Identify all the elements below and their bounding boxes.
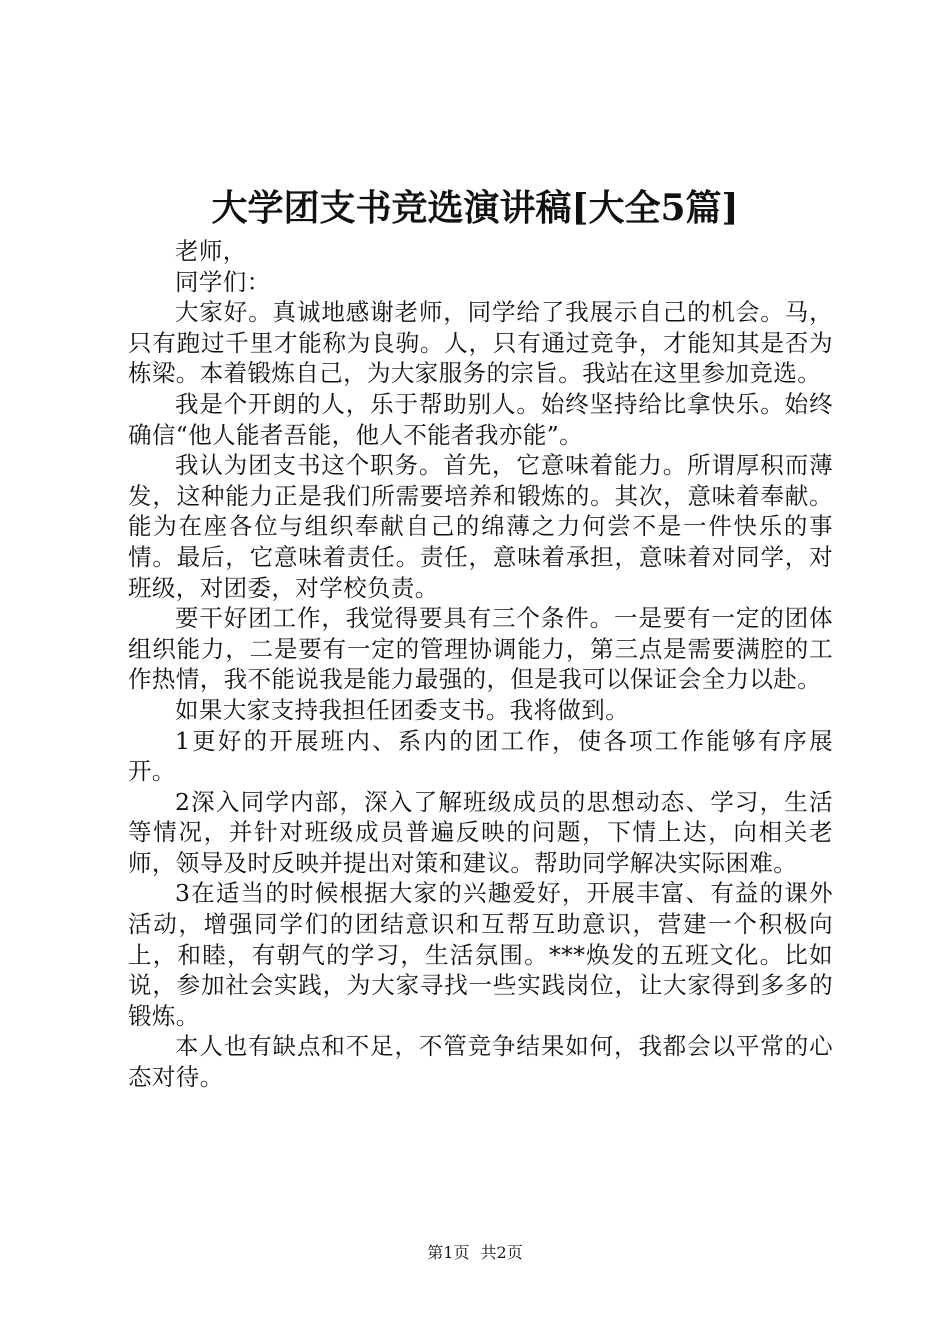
- page-number: 第1页: [427, 1243, 470, 1262]
- page-total: 共2页: [480, 1243, 523, 1262]
- paragraph-conditions: 要干好团工作，我觉得要具有三个条件。一是要有一定的团体组织能力，二是要有一定的管理协调能力，第三点是需要满腔的工作热情，我不能说我是能力最强的，但是我可以保证会全力以赴。: [128, 604, 833, 694]
- paragraph-closing: 本人也有缺点和不足，不管竞争结果如何，我都会以平常的心态对待。: [128, 1032, 833, 1092]
- paragraph-role-meaning: 我认为团支书这个职务。首先，它意味着能力。所谓厚积而薄发，这种能力正是我们所需要培养和锻炼的。其次，意味着奉献。能为在座各位与组织奉献自己的绵薄之力何尝不是一件快乐的事情。最后，它意味着责任。责任，意味着承担，意味着对同学，对班级，对团委，对学校负责。: [128, 451, 833, 602]
- salutation-teachers: 老师，: [175, 237, 247, 265]
- document-title: 大学团支书竞选演讲稿[大全5篇]: [211, 187, 739, 229]
- paragraph-greeting: 大家好。真诚地感谢老师，同学给了我展示自己的机会。马，只有跑过千里才能称为良驹。人，只有通过竞争，才能知其是否为栋梁。本着锻炼自己，为大家服务的宗旨。我站在这里参加竞选。: [128, 298, 833, 388]
- list-item-1: 1更好的开展班内、系内的团工作，使各项工作能够有序展开。: [128, 726, 833, 786]
- salutation-students: 同学们：: [175, 267, 271, 296]
- page-footer: [0, 1242, 950, 1264]
- document-body: [128, 236, 833, 1093]
- list-item-2: 2深入同学内部，深入了解班级成员的思想动态、学习，生活等情况，并针对班级成员普遍反映的问题，下情上达，向相关老师，领导及时反映并提出对策和建议。帮助同学解决实际困难。: [128, 787, 833, 877]
- paragraph-personality: 我是个开朗的人，乐于帮助别人。始终坚持给比拿快乐。始终确信“他人能者吾能，他人不能者我亦能”。: [128, 389, 833, 449]
- paragraph-commitment-intro: 如果大家支持我担任团委支书。我将做到。: [175, 695, 630, 724]
- list-item-3: 3在适当的时候根据大家的兴趣爱好，开展丰富、有益的课外活动，增强同学们的团结意识和互帮互助意识，营建一个积极向上，和睦，有朝气的学习，生活氛围。***焕发的五班文化。比如说，参加社会实践，为大家寻找一些实践岗位，让大家得到多多的锻炼。: [128, 879, 833, 1030]
